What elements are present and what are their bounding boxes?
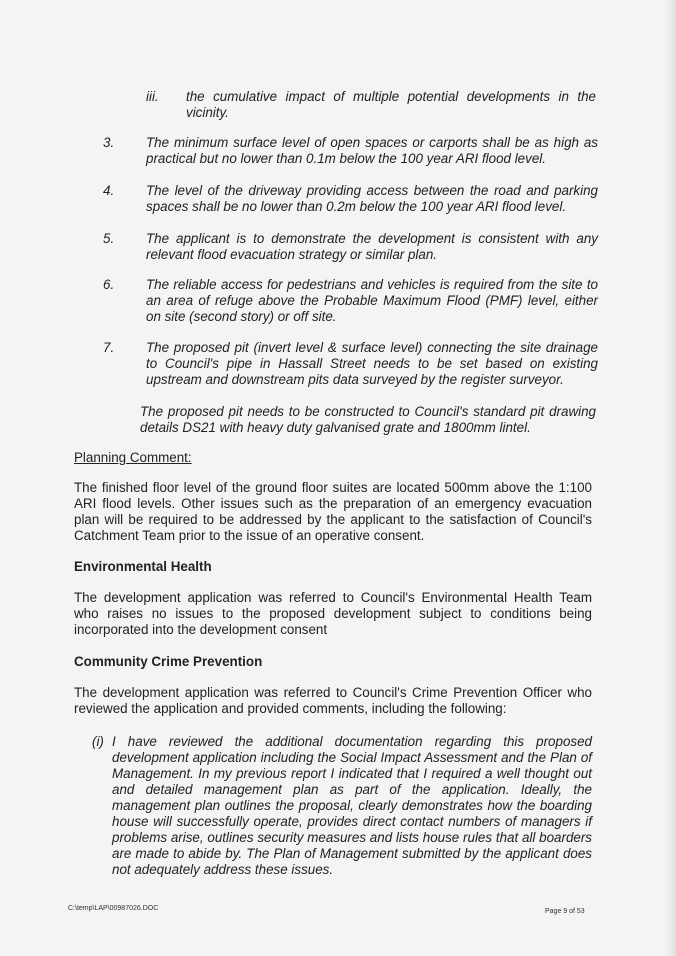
crime-text: The development application was referred to Council's Crime Prevention Officer who reviewed the application and provided comments, including the following:: [74, 685, 592, 716]
list-item: the cumulative impact of multiple potential developments in the vicinity.: [186, 89, 596, 120]
quote-text: I have reviewed the additional documentation regarding this proposed development application including the Social Impact Assessment and the Plan of Management. In my previous report I indicated that I required a well thought out and detailed management plan as part of the application. Ideally, the management plan outlines the proposal, clearly demonstrates how the boarding house will successfully operate, provides direct contact numbers of managers if problems arise, outlines security measures and lists house rules that all boarders are made to abide by. The Plan of Management submitted by the applicant does not adequately address these issues.: [112, 734, 592, 877]
crime-heading: Community Crime Prevention: [74, 654, 263, 669]
planning-heading: Planning Comment:: [74, 450, 192, 465]
list-item: The minimum surface level of open spaces or carports shall be as high as practical but no lower than 0.1m below the 100 year ARI flood level.: [146, 135, 598, 166]
env-health-heading: Environmental Health: [74, 559, 212, 574]
footer-path: C:\temp\LAP\00987026.DOC: [68, 905, 159, 912]
item-number: iii.: [146, 89, 159, 104]
footer-page-number: Page 9 of 53: [545, 908, 585, 915]
item-number: 4.: [103, 183, 115, 198]
list-item: The level of the driveway providing access between the road and parking spaces shall be no lower than 0.2m below the 100 year ARI flood level.: [146, 183, 598, 214]
list-item: The applicant is to demonstrate the development is consistent with any relevant flood evacuation strategy or similar plan.: [146, 231, 598, 262]
env-health-text: The development application was referred to Council's Environmental Health Team who raises no issues to the proposed development subject to conditions being incorporated into the development consent: [74, 590, 592, 637]
planning-text: The finished floor level of the ground floor suites are located 500mm above the 1:100 ARI flood levels. Other issues such as the preparation of an emergency evacuation plan will be required to be addressed by the applicant to the satisfaction of Council's Catchment Team prior to the issue of an operative consent.: [74, 480, 592, 543]
item-number: 7.: [103, 340, 115, 355]
list-item: The reliable access for pedestrians and vehicles is required from the site to an area of refuge above the Probable Maximum Flood (PMF) level, either on site (second story) or off site.: [146, 277, 598, 324]
item-number: 3.: [103, 135, 115, 150]
item-number: 6.: [103, 277, 115, 292]
item-continuation: The proposed pit needs to be constructed to Council's standard pit drawing details DS21 with heavy duty galvanised grate and 1800mm lintel.: [140, 404, 596, 435]
quote-number: (i): [92, 734, 104, 749]
list-item: The proposed pit (invert level & surface level) connecting the site drainage to Council's pipe in Hassall Street needs to be set based on existing upstream and downstream pits data surveyed by the register surveyor.: [146, 340, 598, 387]
scan-edge-shadow: [664, 0, 676, 956]
item-number: 5.: [103, 231, 115, 246]
